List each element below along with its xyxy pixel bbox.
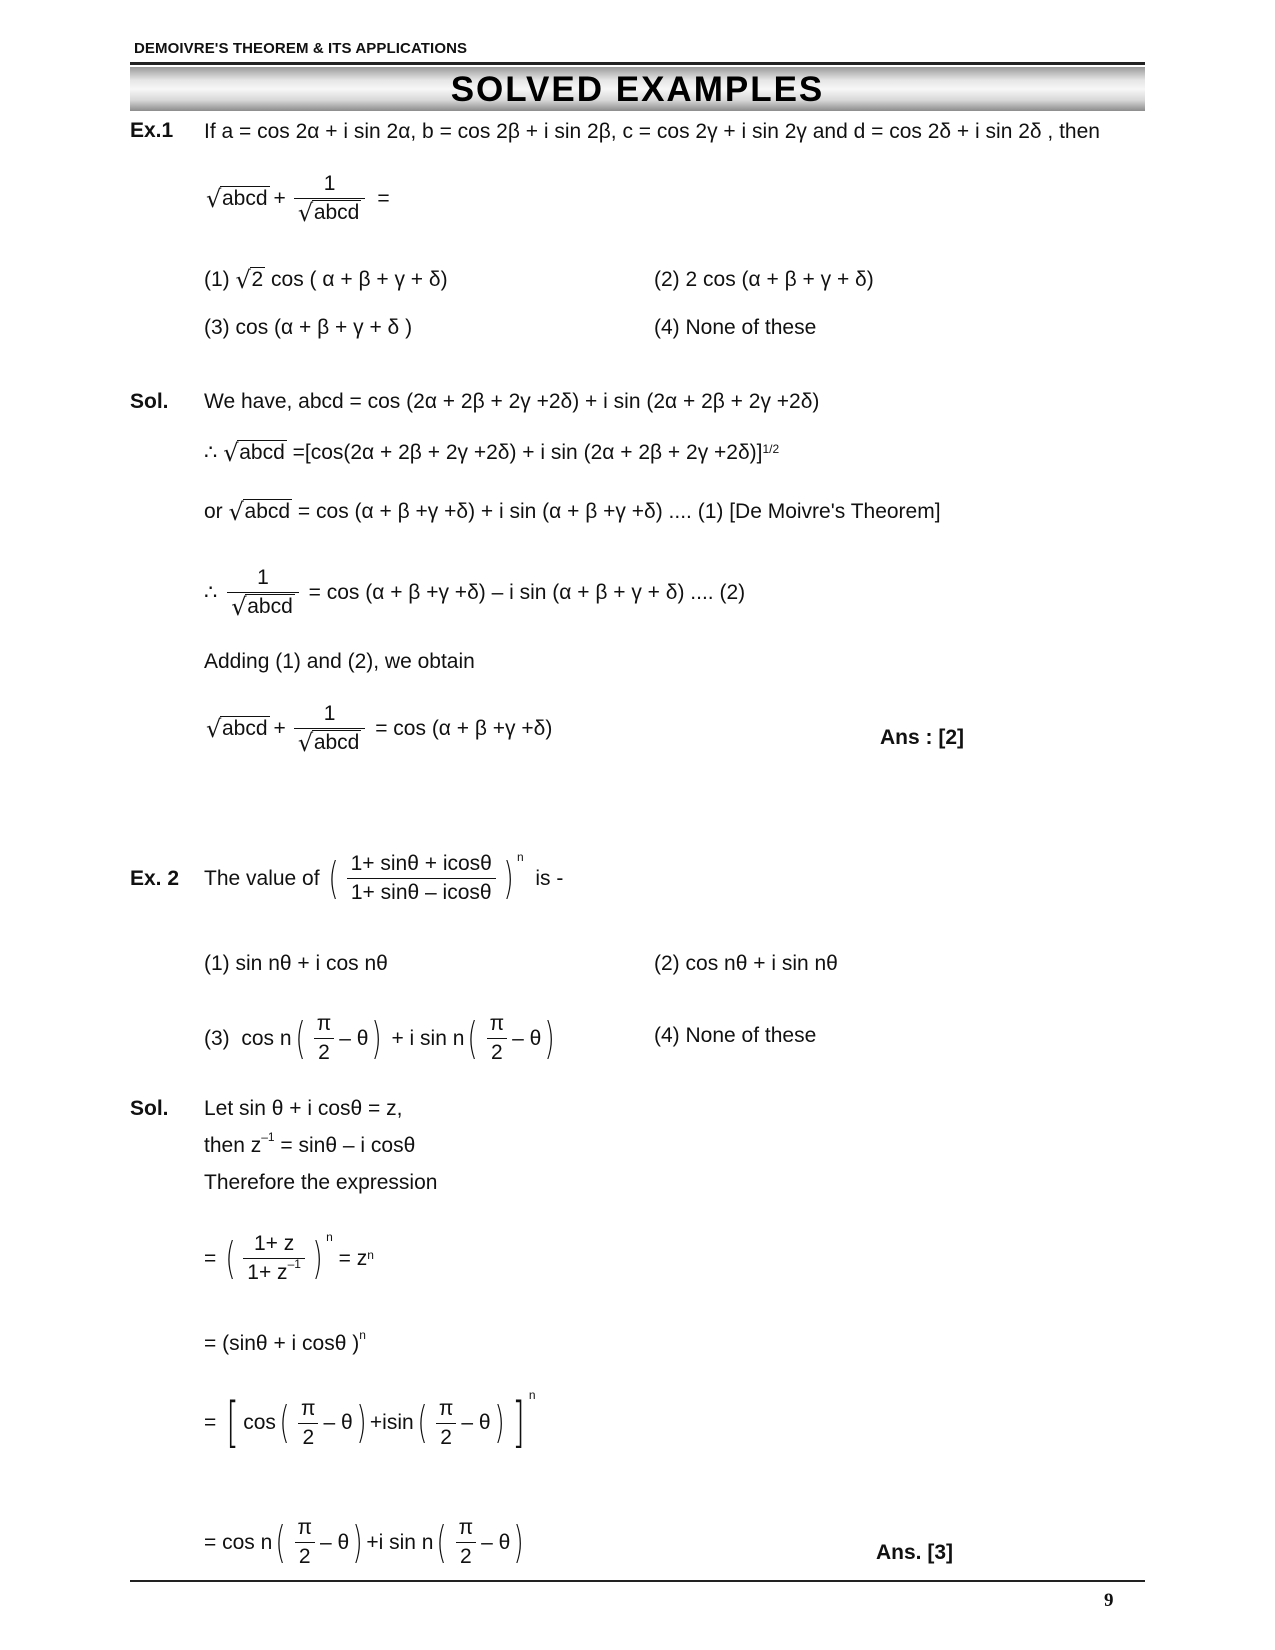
therefore-symbol: ∴	[204, 581, 218, 604]
example-2-option-3	[204, 1012, 558, 1065]
therefore-symbol: ∴	[204, 441, 218, 464]
cos-n-text: = cos n	[204, 1530, 273, 1554]
left-paren: (	[275, 1516, 287, 1568]
option-number: (2)	[654, 952, 680, 975]
two: 2	[436, 1423, 456, 1450]
fraction	[313, 1012, 336, 1065]
option-number: (4)	[654, 316, 680, 339]
sqrt-abcd	[298, 731, 362, 755]
right-paren: )	[513, 1516, 525, 1568]
right-paren: )	[544, 1012, 556, 1064]
example-1-option-1	[204, 268, 448, 292]
fraction	[486, 1012, 509, 1065]
expression: =[cos(2α + 2β + 2γ +2δ) + i sin (2α + 2β + 2γ +2δ)]	[292, 440, 763, 464]
minus-theta: – θ	[481, 1530, 511, 1554]
question-suffix: is -	[535, 866, 564, 890]
example-1-expression	[206, 172, 390, 225]
sqrt-abcd	[229, 500, 293, 524]
banner-title: SOLVED EXAMPLES	[450, 70, 825, 109]
equals-sign: =	[204, 1246, 217, 1270]
radicand: abcd	[313, 201, 360, 224]
section-banner	[130, 67, 1145, 111]
pi: π	[316, 1012, 332, 1035]
exponent: 1/2	[762, 441, 780, 456]
right-paren: )	[371, 1012, 383, 1064]
or-word: or	[204, 500, 223, 523]
sqrt-abcd	[223, 441, 287, 465]
option-text: cos nθ + i sin nθ	[685, 952, 838, 975]
solution-1-line-2	[204, 440, 779, 465]
exponent: –1	[287, 1257, 301, 1271]
expression: = cos (α + β +γ +δ)	[375, 716, 553, 740]
example-2-answer: Ans. [3]	[876, 1541, 954, 1564]
exponent: n	[326, 1229, 333, 1244]
denominator: 1+ sinθ – icosθ	[347, 878, 496, 905]
option-number: (1)	[204, 268, 230, 291]
footer-rule	[130, 1580, 1145, 1582]
exponent: n	[359, 1328, 366, 1342]
example-2-option-2	[654, 952, 838, 976]
running-title: DEMOIVRE'S THEOREM & ITS APPLICATIONS	[134, 40, 468, 57]
option-text: None of these	[685, 1024, 817, 1047]
plus-sign: +	[273, 186, 286, 210]
solution-2-line-5	[204, 1328, 366, 1356]
equals-sign: =	[377, 186, 390, 210]
sqrt-abcd	[231, 595, 295, 619]
fraction	[294, 702, 366, 755]
pi: π	[301, 1396, 316, 1420]
example-1-option-2	[654, 268, 874, 292]
example-2-label: Ex. 2	[130, 866, 180, 890]
option-number: (1)	[204, 952, 230, 975]
sqrt-abcd	[298, 201, 362, 225]
expression: = (sinθ + i cosθ )	[204, 1332, 360, 1355]
example-1-option-4	[654, 316, 816, 340]
minus-theta: – θ	[339, 1026, 369, 1050]
sqrt-abcd	[206, 187, 270, 211]
right-paren: )	[312, 1232, 323, 1284]
two: 2	[295, 1542, 315, 1569]
expression: = cos (α + β +γ +δ) – i sin (α + β + γ + δ) .... (2)	[308, 580, 746, 604]
option-number: (2)	[654, 268, 680, 291]
fraction	[294, 172, 366, 225]
option-text: + i sin n	[391, 1026, 465, 1050]
example-2-option-4	[654, 1024, 816, 1048]
sqrt-abcd	[206, 717, 270, 741]
fraction	[293, 1516, 316, 1569]
option-number: (3)	[204, 1026, 230, 1050]
right-paren: )	[494, 1397, 505, 1448]
solution-1-line-4	[204, 566, 745, 619]
two: 2	[298, 1423, 318, 1450]
example-1-solution-label: Sol.	[130, 390, 169, 413]
minus-theta: – θ	[323, 1411, 353, 1434]
isin-text: +isin	[369, 1411, 414, 1434]
numerator: 1	[323, 702, 336, 725]
isin-n-text: +i sin n	[366, 1530, 434, 1554]
solution-2-line-1: Let sin θ + i cosθ = z,	[204, 1097, 403, 1120]
radicand: 2	[251, 268, 264, 291]
two: 2	[456, 1542, 476, 1569]
option-text: sin nθ + i cos nθ	[235, 952, 388, 975]
pi: π	[438, 1396, 454, 1420]
left-paren: (	[294, 1012, 306, 1064]
right-paren: )	[503, 852, 514, 904]
fraction	[297, 1397, 320, 1450]
example-2-option-1	[204, 952, 388, 976]
exponent: n	[528, 1388, 536, 1402]
option-text: cos (α + β + γ + δ )	[235, 316, 413, 339]
left-paren: (	[467, 1012, 479, 1064]
minus-theta: – θ	[461, 1411, 491, 1434]
option-text: cos ( α + β + γ + δ)	[271, 268, 448, 291]
two: 2	[314, 1038, 334, 1065]
expression: = z	[338, 1246, 368, 1270]
left-paren: (	[225, 1232, 236, 1284]
pi: π	[297, 1516, 312, 1539]
fraction	[435, 1397, 458, 1450]
option-text: None of these	[685, 316, 817, 339]
minus-theta: – θ	[319, 1530, 350, 1554]
right-paren: )	[352, 1516, 363, 1568]
exponent: n	[517, 849, 524, 864]
right-paren: )	[356, 1397, 367, 1448]
numerator: 1	[257, 566, 269, 589]
two: 2	[487, 1038, 507, 1065]
exponent: –1	[261, 1130, 275, 1144]
fraction	[455, 1516, 478, 1569]
radicand: abcd	[313, 731, 360, 754]
expression: = sinθ – i cosθ	[280, 1134, 416, 1157]
example-2-solution-label: Sol.	[130, 1097, 169, 1120]
solution-2-line-2	[204, 1130, 416, 1158]
den-base: 1+ z	[247, 1261, 288, 1284]
minus-theta: – θ	[512, 1026, 542, 1050]
solution-1-line-5: Adding (1) and (2), we obtain	[204, 650, 475, 673]
example-2-question	[130, 849, 564, 905]
right-bracket: ]	[511, 1391, 525, 1454]
radicand: abcd	[244, 500, 291, 523]
cos-text: cos	[243, 1411, 276, 1434]
question-text: The value of	[204, 866, 320, 890]
fraction	[347, 852, 496, 905]
left-paren: (	[417, 1397, 428, 1448]
left-paren: (	[328, 852, 340, 904]
solution-2-line-4	[204, 1229, 374, 1285]
option-number: (4)	[654, 1024, 680, 1047]
numerator: 1+ z	[253, 1232, 295, 1255]
pi: π	[489, 1012, 505, 1035]
example-1-option-3	[204, 316, 412, 340]
solution-1-line-1: We have, abcd = cos (2α + 2β + 2γ +2δ) + i sin (2α + 2β + 2γ +2δ)	[204, 390, 820, 413]
sqrt-2	[236, 268, 266, 292]
radicand: abcd	[222, 186, 268, 210]
solution-2-line-3: Therefore the expression	[204, 1171, 438, 1194]
solution-2-line-6	[204, 1388, 536, 1454]
solution-1-line-3	[204, 500, 941, 524]
left-paren: (	[279, 1397, 290, 1448]
radicand: abcd	[239, 440, 285, 464]
equals-sign: =	[204, 1411, 217, 1434]
radicand: abcd	[222, 716, 268, 740]
example-1-label: Ex.1	[130, 119, 174, 142]
denominator	[243, 1258, 305, 1285]
example-1-question: If a = cos 2α + i sin 2α, b = cos 2β + i sin 2β, c = cos 2γ + i sin 2γ and d = cos 2δ + i sin 2δ , then	[204, 120, 1100, 143]
option-number: (3)	[204, 316, 230, 339]
fraction	[243, 1232, 305, 1285]
plus-sign: +	[273, 716, 286, 740]
fraction	[227, 566, 299, 619]
numerator: 1+ sinθ + icosθ	[350, 852, 492, 875]
solution-2-line-7	[204, 1516, 528, 1569]
option-text: 2 cos (α + β + γ + δ)	[685, 268, 874, 291]
page-number: 9	[1104, 1590, 1114, 1611]
exponent: n	[367, 1247, 374, 1262]
pi: π	[458, 1516, 474, 1539]
example-1-answer: Ans : [2]	[880, 726, 964, 749]
radicand: abcd	[247, 595, 293, 618]
solution-1-line-6	[206, 702, 552, 755]
left-bracket: [	[226, 1391, 239, 1454]
expression: = cos (α + β +γ +δ) + i sin (α + β +γ +δ) .... (1) [De Moivre's Theorem]	[297, 500, 941, 523]
expression: then z	[204, 1134, 262, 1157]
left-paren: (	[436, 1516, 448, 1568]
option-text: cos n	[241, 1026, 292, 1050]
header-rule	[130, 62, 1145, 65]
numerator: 1	[323, 172, 336, 195]
